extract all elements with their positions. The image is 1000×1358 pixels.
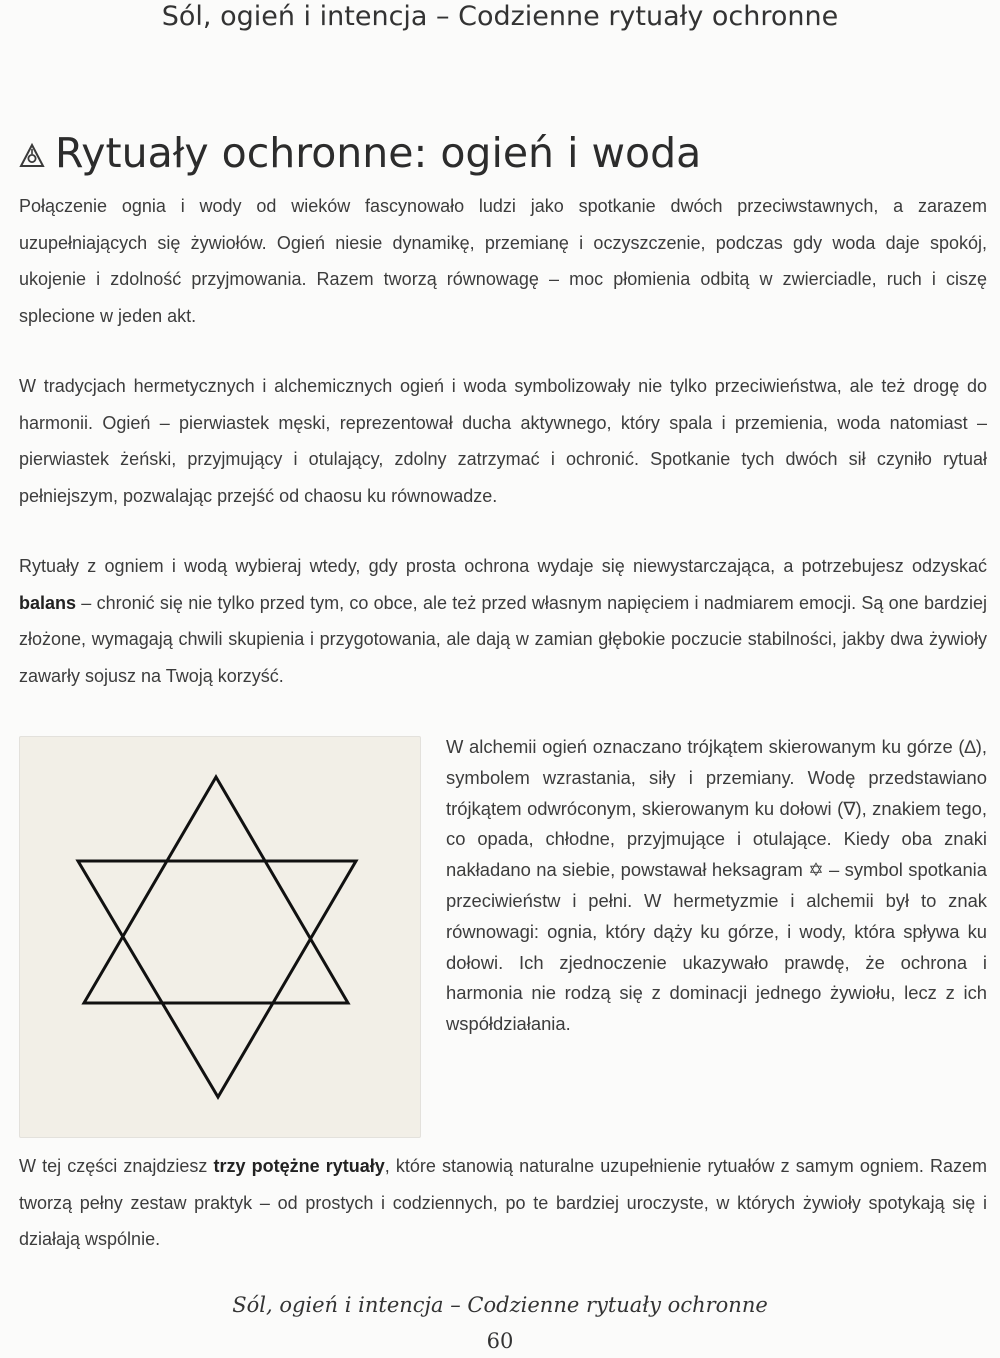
paragraph-balance-text-end: – chronić się nie tylko przed tym, co obce, ale też przed własnym napięciem i nadmiarem emocji. Są one bardziej złożone, wymagają chwili skupienia i przygotowania, ale dają w zamian głębokie poczucie stabilności, jakby dwa żywioły zawarły sojusz na Twoją korzyść. (19, 592, 987, 686)
alchemy-triangle-icon (19, 143, 45, 169)
paragraph-closing (19, 1148, 987, 1258)
balance-emphasis: balans (19, 592, 77, 613)
paragraph-intro: Połączenie ognia i wody od wieków fascynowało ludzi jako spotkanie dwóch przeciwstawnych, a zarazem uzupełniających się żywiołów. Ogień niesie dynamikę, przemianę i oczyszczenie, podczas gdy woda daje spokój, ukojenie i zdolność przyjmowania. Razem tworzą równowagę – moc płomienia odbitą w zwierciadle, ruch i ciszę splecione w jeden akt. (19, 196, 987, 326)
section-heading (19, 128, 987, 178)
hexagram-figure (19, 736, 421, 1138)
paragraph-balance (19, 548, 987, 694)
paragraph-balance-text: Rytuały z ogniem i wodą wybieraj wtedy, gdy prosta ochrona wydaje się niewystarczająca, a potrzebujesz odzyskać (19, 556, 987, 576)
paragraph-closing-text: W tej części znajdziesz (19, 1156, 214, 1176)
paragraph-closing-text-end: , które stanowią naturalne uzupełnienie rytuałów z samym ogniem. Razem tworzą pełny zestaw praktyk – od prostych i codziennych, po te bardziej uroczyste, w których żywioły spotykają się i działają wspólnie. (19, 1156, 987, 1249)
footer-title: Sól, ogień i intencja – Codzienne rytuały ochronne (232, 1293, 768, 1317)
page-content (19, 128, 987, 1258)
figure-caption: W alchemii ogień oznaczano trójkątem skierowanym ku górze (∆), symbolem wzrastania, siły i przemiany. Wodę przedstawiano trójkątem odwróconym, skierowanym ku dołowi (∇), znakiem tego, co opada, chłodne, przyjmujące i otulające. Kiedy oba znaki nakładano na siebie, powstawał heksagram ✡ – symbol spotkania przeciwieństw i pełni. W hermetyzmie i alchemii był to znak równowagi: ognia, który dąży ku górze, i wody, która spływa ku dołowi. Ich zjednoczenie ukazywało prawdę, że ochrona i harmonia nie rodzą się z dominacji jednego żywiołu, lecz z ich współdziałania. (446, 736, 987, 1035)
hexagram-icon (72, 767, 368, 1107)
three-rituals-emphasis: trzy potężne rytuały (213, 1156, 385, 1176)
figure-row (19, 736, 987, 1138)
section-title: Rytuały ochronne: ogień i woda (55, 129, 702, 177)
page-number: 60 (486, 1329, 514, 1353)
running-header: Sól, ogień i intencja – Codzienne rytuały ochronne (161, 1, 839, 32)
paragraph-hermetic: W tradycjach hermetycznych i alchemicznych ogień i woda symbolizowały nie tylko przeciwieństwa, ale też drogę do harmonii. Ogień – pierwiastek męski, reprezentował ducha aktywnego, który spala i przemienia, woda natomiast – pierwiastek żeński, przyjmujący i otulający, zdolny zatrzymać i ochronić. Spotkanie tych dwóch sił czyniło rytuał pełniejszym, pozwalając przejść od chaosu ku równowadze. (19, 376, 987, 506)
